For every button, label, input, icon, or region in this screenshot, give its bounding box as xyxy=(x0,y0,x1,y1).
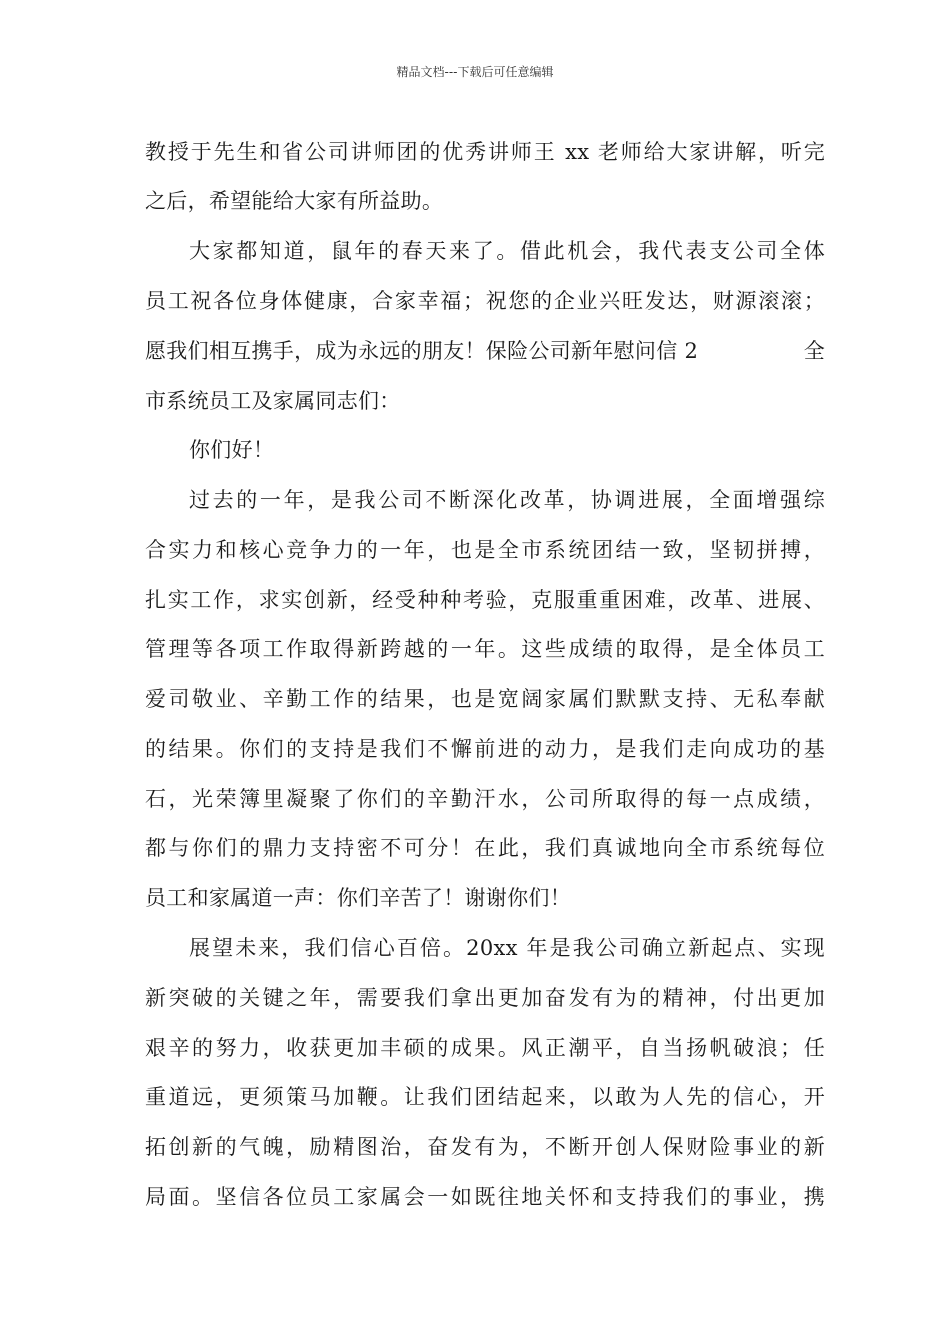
paragraph-line: 员工和家属道一声：你们辛苦了！谢谢你们！ xyxy=(145,886,571,910)
paragraph-line-segment: 全 xyxy=(803,339,825,363)
paragraph-line xyxy=(145,336,825,366)
paragraph-line: 展望未来，我们信心百倍。20xx 年是我公司确立新起点、实现 xyxy=(189,936,825,960)
paragraph-line: 都与你们的鼎力支持密不可分！在此，我们真诚地向全市系统每位 xyxy=(145,836,825,860)
paragraph-line: 扎实工作，求实创新，经受种种考验，克服重重困难，改革、进展、 xyxy=(145,588,825,612)
paragraph-line: 拓创新的气魄，励精图治，奋发有为，不断开创人保财险事业的新 xyxy=(145,1135,825,1159)
paragraph-line: 管理等各项工作取得新跨越的一年。这些成绩的取得，是全体员工 xyxy=(145,637,825,661)
paragraph-line: 爱司敬业、辛勤工作的结果，也是宽阔家属们默默支持、无私奉献 xyxy=(145,687,825,711)
paragraph-line: 新突破的关键之年，需要我们拿出更加奋发有为的精神，付出更加 xyxy=(145,986,825,1010)
greeting-line: 你们好！ xyxy=(189,438,275,462)
paragraph-line: 之后，希望能给大家有所益助。 xyxy=(145,189,444,213)
paragraph-line: 石，光荣簿里凝聚了你们的辛勤汗水，公司所取得的每一点成绩， xyxy=(145,787,825,811)
paragraph-line: 教授于先生和省公司讲师团的优秀讲师王 xx 老师给大家讲解，听完 xyxy=(145,140,825,164)
paragraph-line: 市系统员工及家属同志们： xyxy=(145,389,401,413)
paragraph-line-segment: 愿我们相互携手，成为永远的朋友！保险公司新年慰问信 2 xyxy=(145,339,699,363)
paragraph-line: 大家都知道，鼠年的春天来了。借此机会，我代表支公司全体 xyxy=(189,239,825,263)
paragraph-line: 过去的一年，是我公司不断深化改革，协调进展，全面增强综 xyxy=(189,488,825,512)
paragraph-line: 重道远，更须策马加鞭。让我们团结起来，以敢为人先的信心，开 xyxy=(145,1085,825,1109)
paragraph-line: 的结果。你们的支持是我们不懈前进的动力，是我们走向成功的基 xyxy=(145,737,825,761)
paragraph-line: 员工祝各位身体健康，合家幸福；祝您的企业兴旺发达，财源滚滚； xyxy=(145,289,825,313)
paragraph-line: 合实力和核心竞争力的一年，也是全市系统团结一致，坚韧拼搏， xyxy=(145,538,825,562)
paragraph-line: 局面。坚信各位员工家属会一如既往地关怀和支持我们的事业，携 xyxy=(145,1185,825,1209)
page-header: 精品文档---下载后可任意编辑 xyxy=(396,65,554,79)
paragraph-line: 艰辛的努力，收获更加丰硕的成果。风正潮平，自当扬帆破浪；任 xyxy=(145,1036,825,1060)
